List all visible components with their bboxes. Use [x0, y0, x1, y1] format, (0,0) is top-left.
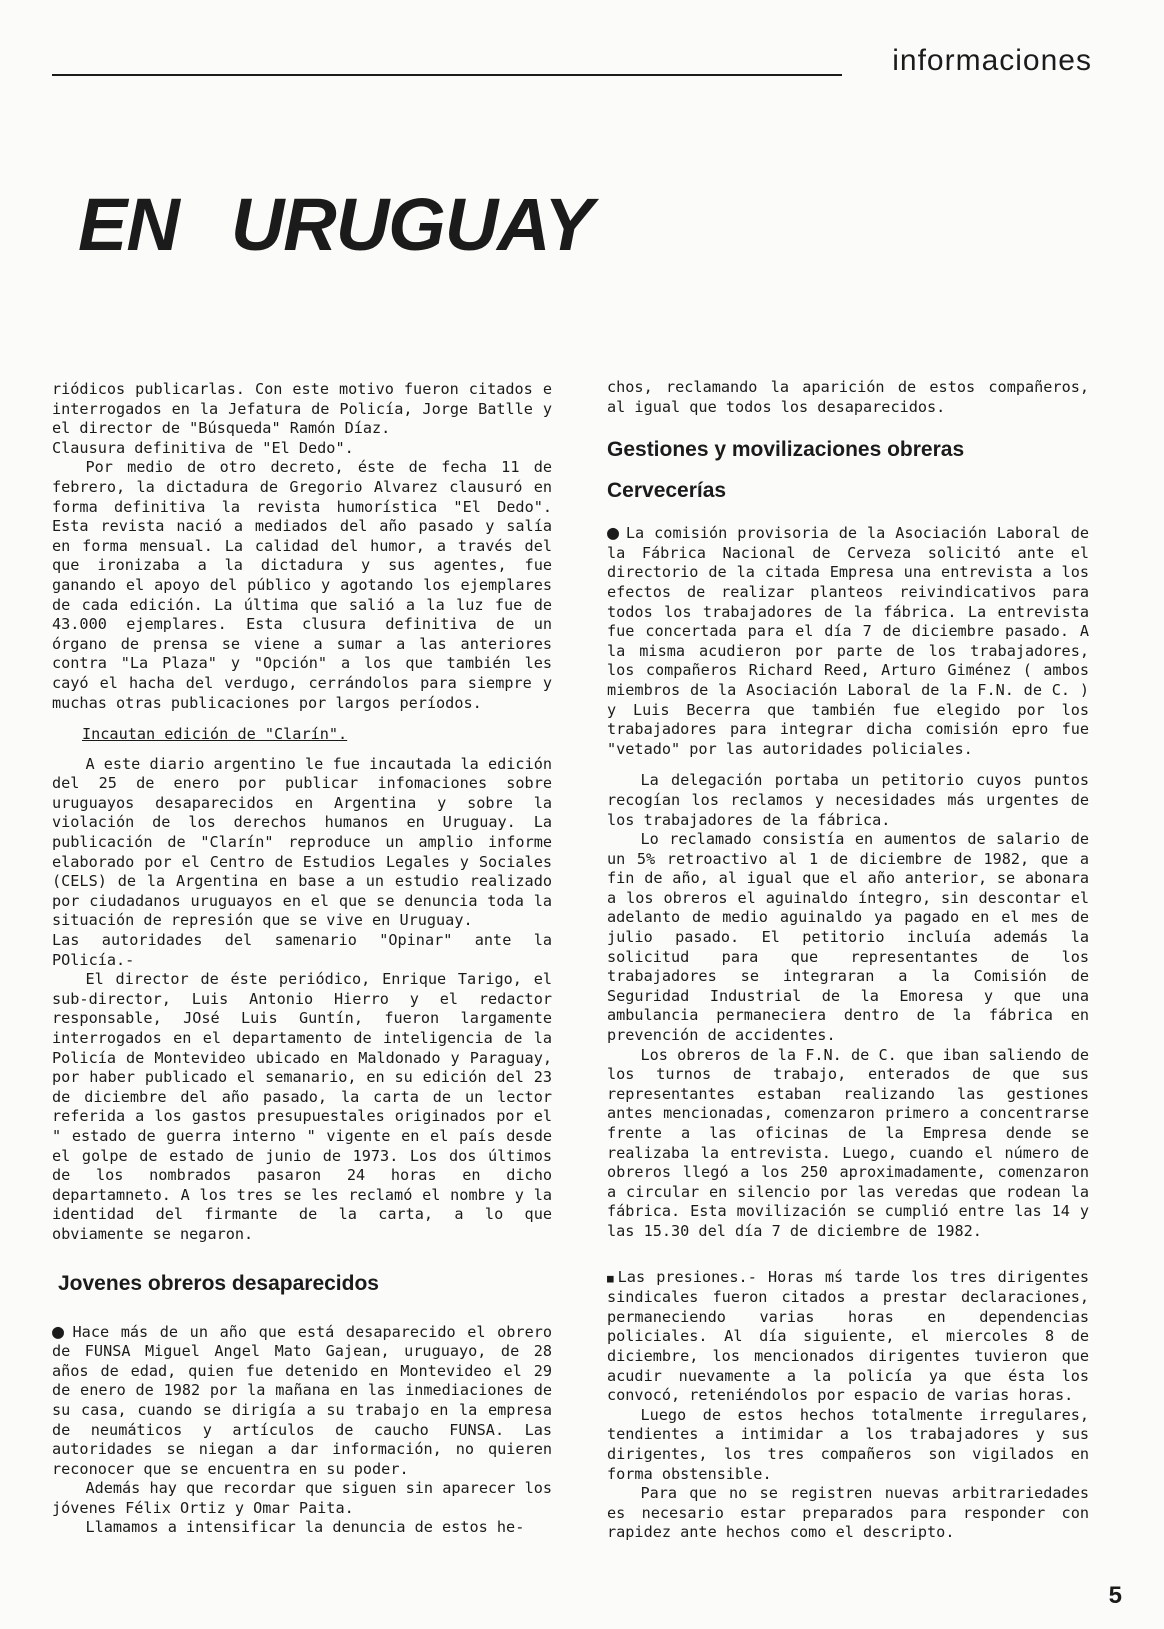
section-label: informaciones [892, 44, 1092, 77]
paragraph: Lo reclamado consistía en aumentos de salario de un 5% retroactivo al 1 de diciembre de 1982, que a fin de año, al igual que el año anterior, se abonara a los obreros el aguinaldo íntegro, sin descontar el adelanto de medio aguinaldo ya pagado en el mes de julio pasado. El petitorio incluía además la solicitud para que representantes de los trabajadores se integraran a la Comisión de Seguridad Industrial de la Emoresa y que una ambulancia permaneciera dentro de la fábrica en prevención de accidentes. [607, 830, 1089, 1045]
bullet-icon: ● [52, 1318, 67, 1343]
page-number: 5 [1108, 1582, 1122, 1609]
paragraph: chos, reclamando la aparición de estos compañeros, al igual que todos los desaparecidos. [607, 378, 1089, 416]
paragraph: ● Hace más de un año que está desaparecido el obrero de FUNSA Miguel Angel Mato Gajean, uruguayo, de 28 años de edad, quien fue detenido en Montevideo el 29 de enero de 1982 por la mañana en las inmediaciones de su casa, cuando se dirigía a su trabajo en la empresa de neumáticos y artículos de caucho FUNSA. Las autoridades se niegan a dar información, no quieren reconocer que se encuentra en su poder. [52, 1318, 553, 1478]
header-rule [52, 74, 842, 76]
right-column [607, 378, 1089, 1543]
paragraph: Por medio de otro decreto, éste de fecha 11 de febrero, la dictadura de Gregorio Alvarez clausuró en forma definitiva la revista humorística "El Dedo". Esta revista nació a mediados del año pasado y salía en forma mensual. La calidad del humor, a través del que ironizaba a la dictadura y sus agentes, fue ganando el apoyo del público y agotando los ejemplares de cada edición. La última que salió a la luz fue de 43.000 ejemplares. Esta clusura definitiva de un órgano de prensa se viene a sumar a las anteriores contra "La Plaza" y "Opción" a los que también les cayó el hacha del verdugo, cerrándolos para siempre y muchas otras publicaciones por largos períodos. [52, 458, 552, 712]
paragraph: Luego de estos hechos totalmente irregulares, tendientes a intimidar a los trabajadores y sus dirigentes, los tres compañeros son vigilados en forma obstensible. [607, 1405, 1089, 1483]
paragraph-heading: Clausura definitiva de "El Dedo". [52, 438, 354, 457]
title-word-en: EN [78, 183, 179, 266]
inline-subheading: Incautan edición de "Clarín". [82, 725, 348, 744]
paragraph: Además hay que recordar que siguen sin aparecer los jóvenes Félix Ortiz y Omar Paita. [52, 1479, 552, 1517]
left-column [52, 380, 552, 1538]
paragraph: ● La comisión provisoria de la Asociación Laboral de la Fábrica Nacional de Cerveza solicitó ante el directorio de la citada Empresa una entrevista a los efectos de realizar planteos reivindicativos para todos los trabajadores de la fábrica. La entrevista fue concertada para el día 7 de diciembre pasado. A la misma acudieron por parte de los trabajadores, los compañeros Richard Reed, Arturo Giménez ( ambos miembros de la Asociación Laboral de la F.N. de C. ) y Luis Becerra que también fue elegido por los trabajadores para integrar dicha comisión epro fue "vetado" por las autoridades policiales. [607, 520, 1089, 758]
paragraph-heading: Las autoridades del samenario "Opinar" ante la POlicía.- [52, 931, 552, 969]
paragraph: Los obreros de la F.N. de C. que iban saliendo de los turnos de trabajo, enterados de que sus representantes estaban realizando las gestiones antes mencionadas, comenzaron primero a concentrarse frente a las oficinas de la Empresa dende se realizaba la entrevista. Luego, cuando el número de obreros llegó a los 250 aproximadamente, comenzaron a circular en silencio por las veredas que rodean la fábrica. Esta movilización se cumplió entre las 14 y las 15.30 del día 7 de diciembre de 1982. [607, 1045, 1089, 1240]
subheading-gestiones: Gestiones y movilizaciones obreras [607, 438, 965, 462]
small-bullet-icon: ■ [607, 1271, 616, 1285]
bullet-icon: ● [607, 520, 620, 545]
subheading-jovenes: Jovenes obreros desaparecidos [58, 1271, 379, 1295]
paragraph: A este diario argentino le fue incautada la edición del 25 de enero por publicar infomaciones sobre uruguayos desaparecidos en Argentina y sobre la violación de los derechos humanos en Uruguay. La publicación de "Clarín" reproduce un amplio informe elaborado por el Centro de Estudios Legales y Sociales (CELS) de la Argentina en base a un estudio realizado por ciudadanos uruguayos en el que se denuncia toda la situación de represión que se vive en Uruguay. [52, 754, 552, 930]
paragraph: Para que no se registren nuevas arbitrariedades es necesario estar preparados para responder con rapidez ante hechos como el descripto. [607, 1484, 1089, 1542]
title-word-uruguay: URUGUAY [230, 183, 593, 266]
paragraph: ■ Las presiones.- Horas mś tarde los tres dirigentes sindicales fueron citados a prestar declaraciones, permaneciendo varias horas en dependencias policiales. Al día siguiente, el miercoles 8 de diciembre, los mencionados dirigentes tuvieron que acudir nuevamente a la policía ya que ésta los convocó, reteniéndolos por espacio de varias horas. [607, 1267, 1090, 1405]
page-title [78, 183, 593, 266]
paragraph: El director de éste periódico, Enrique Tarigo, el sub-director, Luis Antonio Hierro y el redactor responsable, JOsé Luis Guntín, fueron largamente interrogados en el departamento de inteligencia de la Policía de Montevideo ubicado en Maldonado y Paraguay, por haber publicado el semanario, en su edición del 23 de diciembre del año pasado, la carta de un lector referida a los gastos presupuestales originados por el " estado de guerra interno " vigente en el país desde el golpe de estado de junio de 1973. Los dos últimos de los nombrados pasaron 24 horas en dicho departamneto. A los tres se les reclamó el nombre y la identidad del firmante de la carta, a lo que obviamente se negaron. [52, 970, 552, 1243]
paragraph: riódicos publicarlas. Con este motivo fueron citados e interrogados en la Jefatura de Policía, Jorge Batlle y el director de "Búsqueda" Ramón Díaz. [52, 380, 552, 438]
subheading-cervecerias: Cervecerías [607, 479, 727, 503]
paragraph: Llamamos a intensificar la denuncia de estos he- [85, 1518, 525, 1537]
paragraph: La delegación portaba un petitorio cuyos puntos recogían los reclamos y necesidades más urgentes de los trabajadores de la fábrica. [607, 771, 1089, 829]
